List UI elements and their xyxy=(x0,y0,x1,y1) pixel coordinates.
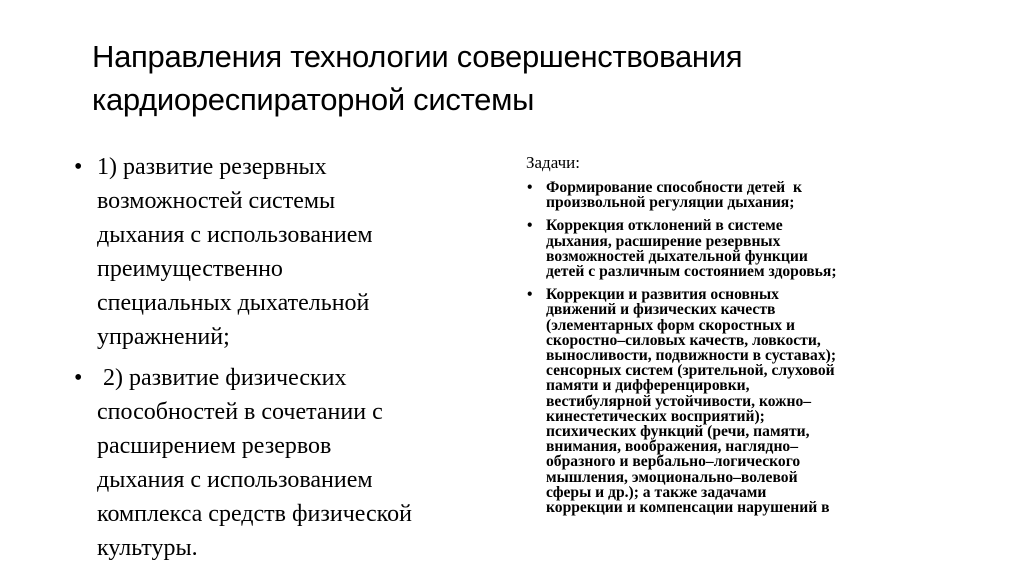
tasks-section xyxy=(526,152,996,523)
direction-1-line-6: упражнений; xyxy=(97,324,230,350)
bullet-icon: • xyxy=(527,286,533,304)
direction-item-2 xyxy=(74,361,514,565)
task-3-line-12: образного и вербально–логического xyxy=(546,453,801,471)
direction-2-line-5: комплекса средств физической xyxy=(97,501,412,527)
slide-title-line-2: кардиореспираторной системы xyxy=(92,82,535,117)
direction-1-line-5: специальных дыхательной xyxy=(97,290,370,316)
direction-1-line-3: дыхания с использованием xyxy=(97,222,373,248)
bullet-icon: • xyxy=(74,154,83,180)
task-3-line-5: выносливости, подвижности в суставах); xyxy=(546,347,837,365)
task-3-line-6: сенсорных систем (зрительной, слуховой xyxy=(546,362,835,380)
direction-2-line-1: 2) развитие физических xyxy=(97,365,347,391)
task-2-line-4: детей с различным состоянием здоровья; xyxy=(546,263,837,281)
direction-item-1 xyxy=(74,150,514,354)
tasks-list xyxy=(526,180,996,515)
task-item-3 xyxy=(526,287,996,515)
task-3-line-8: вестибулярной устойчивости, кожно– xyxy=(546,392,812,410)
task-2-line-2: дыхания, расширение резервных xyxy=(546,232,781,250)
task-3-line-9: кинестетических восприятий); xyxy=(546,407,765,425)
direction-1-line-1: 1) развитие резервных xyxy=(97,154,327,180)
task-3-line-14: сферы и др.); а также задачами xyxy=(546,483,767,501)
bullet-icon: • xyxy=(74,365,83,391)
tasks-heading: Задачи: xyxy=(526,153,580,172)
task-3-line-1: Коррекции и развития основных xyxy=(546,286,779,304)
task-3-line-4: скоростно–силовых качеств, ловкости, xyxy=(546,331,821,349)
task-3-line-2: движений и физических качеств xyxy=(546,301,776,319)
direction-2-line-3: расширением резервов xyxy=(97,433,332,459)
task-item-1 xyxy=(526,180,996,210)
task-item-2 xyxy=(526,218,996,279)
direction-2-line-2: способностей в сочетании с xyxy=(97,399,383,425)
direction-2-line-4: дыхания с использованием xyxy=(97,467,373,493)
task-3-line-11: внимания, воображения, наглядно– xyxy=(546,438,799,456)
direction-1-line-4: преимущественно xyxy=(97,256,283,282)
task-2-line-1: Коррекция отклонений в системе xyxy=(546,217,783,235)
task-3-line-15: коррекции и компенсации нарушений в xyxy=(546,499,830,517)
direction-2-line-6: культуры. xyxy=(97,535,198,561)
task-3-line-10: психических функций (речи, памяти, xyxy=(546,423,810,441)
slide-title xyxy=(92,35,992,121)
task-3-line-7: памяти и дифференцировки, xyxy=(546,377,750,395)
direction-1-line-2: возможностей системы xyxy=(97,188,336,214)
task-1-line-1: Формирование способности детей к xyxy=(546,179,802,196)
task-1-line-2: произвольной регуляции дыхания; xyxy=(546,194,795,212)
slide-title-line-1: Направления технологии совершенствования xyxy=(92,39,743,74)
bullet-icon: • xyxy=(527,217,533,235)
bullet-icon: • xyxy=(527,179,533,196)
task-3-line-3: (элементарных форм скоростных и xyxy=(546,316,795,334)
task-3-line-13: мышления, эмоционально–волевой xyxy=(546,468,798,486)
task-2-line-3: возможностей дыхательной функции xyxy=(546,247,808,265)
directions-list xyxy=(74,150,514,572)
